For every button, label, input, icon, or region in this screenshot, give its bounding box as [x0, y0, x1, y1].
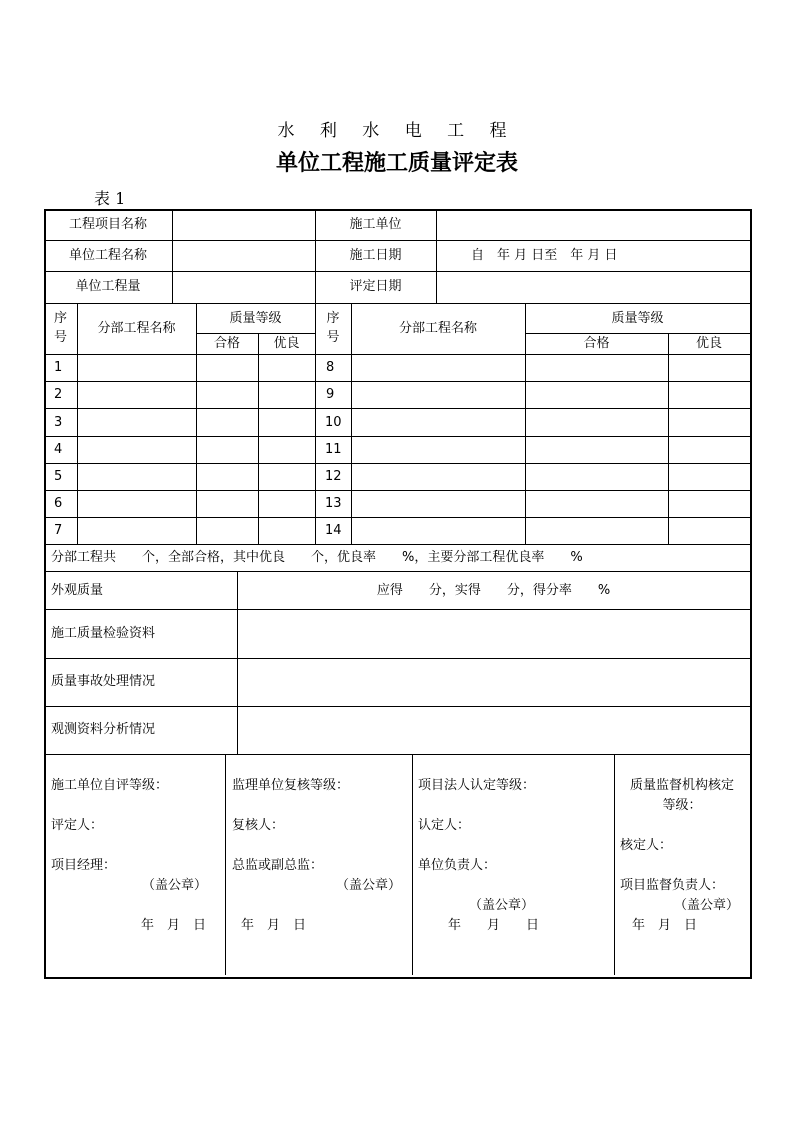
project-name-field[interactable]: [174, 211, 313, 239]
unit-project-qty-label: 单位工程量: [75, 279, 141, 294]
appearance-score: 应得 分，实得 分，得分率 %: [376, 583, 611, 598]
row-number: 2: [54, 387, 63, 402]
row-line: [44, 408, 750, 409]
seal-note: （盖公章）: [674, 898, 740, 913]
subheader-line: [525, 333, 750, 334]
row-line: [44, 490, 750, 491]
row-number: 12: [325, 469, 342, 484]
self-eval-grade-label: 施工单位自评等级：: [51, 778, 169, 793]
row-number: 3: [54, 415, 63, 430]
seq-header-char: 序: [53, 311, 67, 326]
document-title: 单位工程施工质量评定表: [275, 151, 518, 176]
seq-header-char: 序: [326, 311, 340, 326]
col-line: [225, 754, 226, 975]
date-line: 年 月 日: [448, 918, 540, 933]
row-line: [44, 571, 750, 572]
project-manager-label: 项目经理：: [51, 858, 117, 873]
chief-supervisor-label: 总监或副总监：: [232, 858, 324, 873]
accident-label: 质量事故处理情况: [51, 674, 156, 689]
excellent-header: 优良: [695, 336, 722, 351]
inspection-label: 施工质量检验资料: [51, 626, 156, 641]
row-line: [44, 271, 750, 272]
row-line: [44, 544, 750, 545]
accident-field[interactable]: [239, 660, 748, 705]
reviewer-label: 复核人：: [232, 818, 285, 833]
row-number: 14: [325, 523, 342, 538]
row-number: 11: [325, 442, 342, 457]
row-number: 7: [54, 523, 63, 538]
supervisory-grade-label: 质量监督机构核定: [629, 778, 734, 793]
unit-project-qty-field[interactable]: [174, 273, 313, 302]
row-number: 1: [54, 360, 63, 375]
eval-date-field[interactable]: [438, 273, 748, 302]
row-line: [44, 303, 750, 304]
seq-header-char: 号: [326, 330, 340, 345]
observation-field[interactable]: [239, 708, 748, 753]
row-line: [44, 240, 750, 241]
verifier-label: 核定人：: [620, 838, 673, 853]
construction-unit-label: 施工单位: [349, 217, 402, 232]
inspection-field[interactable]: [239, 611, 748, 657]
pass-header: 合格: [583, 336, 610, 351]
document-supertitle: 水 利 水 电 工 程: [277, 121, 517, 141]
unit-project-name-label: 单位工程名称: [68, 248, 147, 263]
construction-date-value[interactable]: 自 年 月 日至 年 月 日: [471, 248, 618, 263]
row-line: [44, 706, 750, 707]
seal-note: （盖公章）: [142, 878, 208, 893]
col-line: [258, 333, 259, 544]
evaluator-label: 评定人：: [51, 818, 104, 833]
evaluation-form: [44, 209, 750, 977]
certifier-label: 认定人：: [418, 818, 471, 833]
table-number: 表 1: [94, 189, 126, 208]
row-line: [44, 381, 750, 382]
col-line: [172, 209, 173, 303]
quality-grade-header: 质量等级: [229, 311, 282, 326]
row-line: [44, 463, 750, 464]
supervisory-grade-label: 等级：: [662, 798, 702, 813]
row-line: [44, 658, 750, 659]
appearance-label: 外观质量: [51, 583, 104, 598]
construction-unit-field[interactable]: [438, 211, 748, 239]
sub-name-header: 分部工程名称: [398, 321, 477, 336]
date-line: 年 月 日: [632, 918, 698, 933]
supervision-grade-label: 监理单位复核等级：: [232, 778, 350, 793]
row-line: [44, 354, 750, 355]
seq-header-char: 号: [53, 330, 67, 345]
row-number: 4: [54, 442, 63, 457]
row-number: 6: [54, 496, 63, 511]
quality-grade-header: 质量等级: [611, 311, 664, 326]
sub-name-header: 分部工程名称: [97, 321, 176, 336]
row-line: [44, 517, 750, 518]
row-number: 5: [54, 469, 63, 484]
unit-leader-label: 单位负责人：: [418, 858, 497, 873]
pass-header: 合格: [213, 336, 240, 351]
seal-note: （盖公章）: [336, 878, 402, 893]
col-line: [412, 754, 413, 975]
subheader-line: [196, 333, 315, 334]
observation-label: 观测资料分析情况: [51, 722, 156, 737]
excellent-header: 优良: [273, 336, 300, 351]
col-line: [77, 303, 78, 544]
row-line: [44, 609, 750, 610]
col-line: [436, 209, 437, 303]
project-name-label: 工程项目名称: [68, 217, 147, 232]
date-line: 年 月 日: [141, 918, 207, 933]
row-number: 13: [325, 496, 342, 511]
row-line: [44, 754, 750, 755]
construction-date-label: 施工日期: [349, 248, 402, 263]
row-number: 10: [325, 415, 342, 430]
seal-note: （盖公章）: [469, 898, 535, 913]
row-line: [44, 436, 750, 437]
row-number: 8: [326, 360, 335, 375]
date-line: 年 月 日: [241, 918, 307, 933]
supervision-leader-label: 项目监督负责人：: [620, 878, 725, 893]
col-line: [668, 333, 669, 544]
owner-grade-label: 项目法人认定等级：: [418, 778, 536, 793]
summary-text: 分部工程共 个，全部合格，其中优良 个，优良率 %，主要分部工程优良率 %: [51, 550, 583, 565]
row-number: 9: [326, 387, 335, 402]
eval-date-label: 评定日期: [349, 279, 402, 294]
col-line: [351, 303, 352, 544]
unit-project-name-field[interactable]: [174, 242, 313, 270]
